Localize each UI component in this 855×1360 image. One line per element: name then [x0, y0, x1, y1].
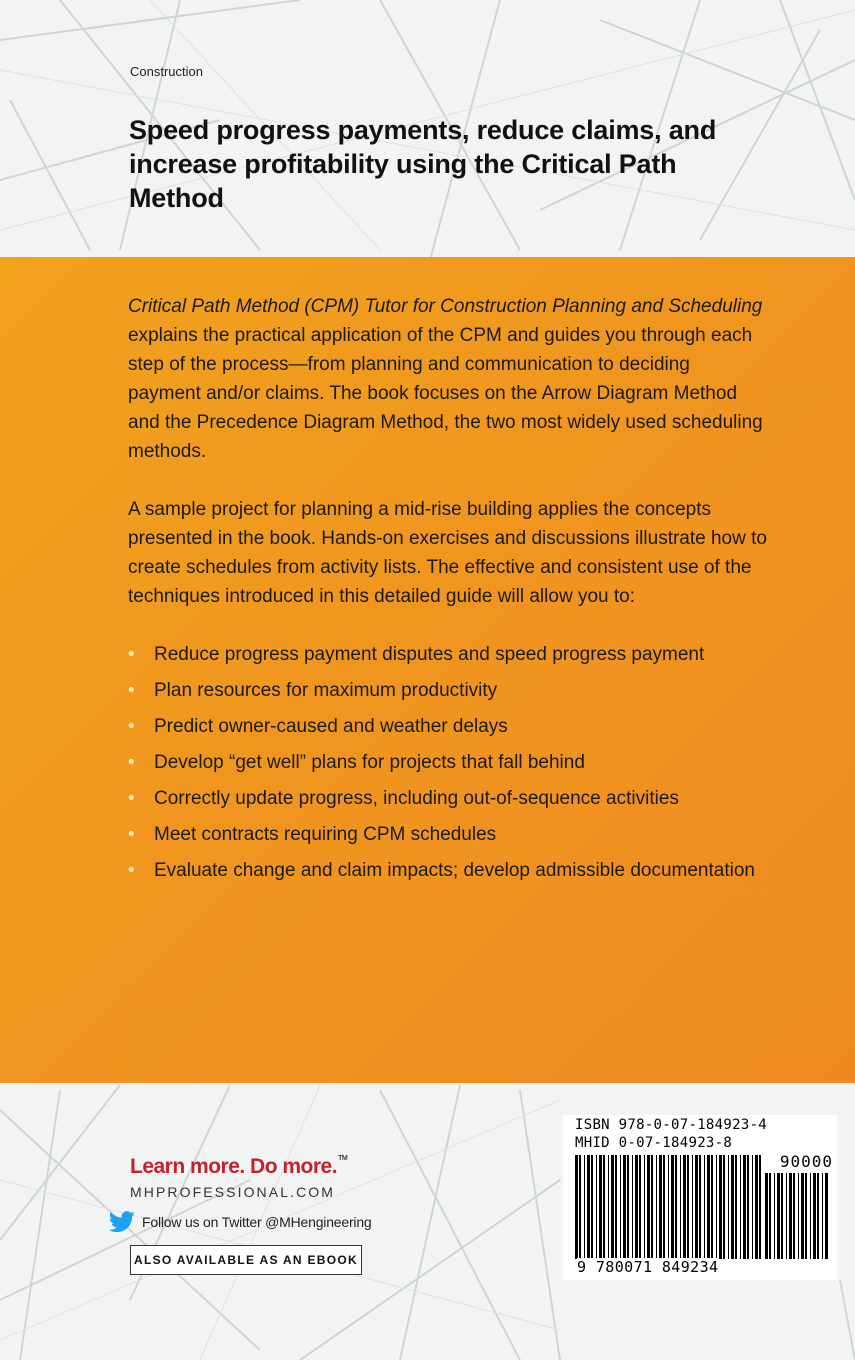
barcode-bar [591, 1155, 593, 1259]
barcode-bar [608, 1155, 609, 1259]
barcode-bar [680, 1155, 681, 1259]
barcode-bars [575, 1155, 763, 1270]
isbn-barcode [563, 1115, 837, 1280]
barcode-bar [817, 1173, 819, 1259]
description-text [128, 292, 768, 892]
twitter-follow[interactable] [108, 1211, 372, 1233]
list-item: • Correctly update progress, including out-of-sequence activities [128, 784, 768, 813]
barcode-bar [716, 1155, 717, 1259]
barcode-bar [774, 1173, 775, 1259]
barcode-bar [752, 1155, 753, 1259]
barcode-bar [699, 1155, 701, 1259]
barcode-bar [695, 1155, 698, 1259]
barcode-bar [801, 1173, 804, 1259]
barcode-bar [707, 1155, 710, 1259]
barcode-bar [777, 1173, 780, 1259]
barcode-bar [575, 1155, 578, 1259]
barcode-bar [632, 1155, 633, 1259]
barcode-bar [627, 1155, 629, 1259]
barcode-bar [651, 1155, 653, 1259]
paragraph-1-text: explains the practical application of the CPM and guides you through each step of the process—from planning and communication to deciding payment and/or claims. The book focuses on the Arrow Diagram Method and the Precedence Diagram Method, the two most widely used scheduling methods. [128, 325, 763, 462]
barcode-bar [781, 1173, 783, 1259]
barcode-bar [798, 1173, 799, 1259]
barcode-bar [584, 1155, 585, 1259]
barcode-bar [735, 1155, 737, 1259]
barcode-bar [810, 1173, 811, 1259]
barcode-bar [611, 1155, 614, 1259]
barcode-bar [671, 1155, 674, 1259]
list-item: • Meet contracts requiring CPM schedules [128, 820, 768, 849]
book-title: Critical Path Method (CPM) Tutor for Construction Planning and Scheduling [128, 296, 763, 317]
barcode-bar [615, 1155, 617, 1259]
barcode-bar [747, 1155, 749, 1259]
barcode-bar [596, 1155, 597, 1259]
barcode-bar [647, 1155, 650, 1259]
barcode-bar [683, 1155, 686, 1259]
barcode-bar [687, 1155, 689, 1259]
barcode-bar [599, 1155, 602, 1259]
description-paragraph-1 [128, 292, 768, 466]
barcode-bar [623, 1155, 626, 1259]
isbn-number: ISBN 978-0-07-184923-4 [575, 1117, 768, 1133]
barcode-bar [786, 1173, 787, 1259]
barcode-bar [822, 1173, 823, 1259]
barcode-bar [644, 1155, 645, 1259]
publisher-website[interactable]: MHPROFESSIONAL.COM [130, 1184, 336, 1200]
barcode-bar [579, 1155, 581, 1259]
list-item: • Predict owner-caused and weather delays [128, 712, 768, 741]
barcode-bar [759, 1155, 761, 1259]
barcode-bar [728, 1155, 729, 1259]
twitter-handle-text: Follow us on Twitter @MHengineering [142, 1214, 372, 1230]
publisher-slogan [130, 1155, 347, 1179]
barcode-bar [789, 1173, 792, 1259]
slogan-text: Learn more. Do more. [130, 1155, 338, 1178]
price-code: 90000 [779, 1152, 833, 1171]
barcode-bar [620, 1155, 621, 1259]
barcode-bar [719, 1155, 722, 1259]
category-label: Construction [130, 64, 203, 79]
barcode-bar [603, 1155, 605, 1259]
barcode-bar [639, 1155, 641, 1259]
list-item: • Evaluate change and claim impacts; develop admissible documentation [128, 856, 768, 885]
headline: Speed progress payments, reduce claims, and increase profitability using the Critical Path Method [129, 115, 717, 213]
description-paragraph-2: A sample project for planning a mid-rise building applies the concepts presented in the book. Hands-on exercises and discussions illustrate how to create schedules from activity lists. The effective and consistent use of the techniques introduced in this detailed guide will allow you to: [128, 499, 767, 607]
trademark-mark: TM [338, 1155, 348, 1162]
barcode-bar [704, 1155, 705, 1259]
barcode-bar [659, 1155, 662, 1259]
barcode-bar [793, 1173, 795, 1259]
list-item: • Develop “get well” plans for projects that fall behind [128, 748, 768, 777]
barcode-bar [635, 1155, 638, 1259]
barcode-bar [692, 1155, 693, 1259]
list-item: • Reduce progress payment disputes and speed progress payment [128, 640, 768, 669]
barcode-bar [805, 1173, 807, 1259]
twitter-bird-icon [108, 1211, 136, 1233]
barcode-bar [813, 1173, 816, 1259]
barcode-bar [587, 1155, 590, 1259]
barcode-bar [723, 1155, 725, 1259]
barcode-digits: 9 780071 849234 [577, 1258, 719, 1276]
mhid-number: MHID 0-07-184923-8 [575, 1135, 733, 1151]
barcode-addon-bars [765, 1173, 829, 1270]
barcode-bar [663, 1155, 665, 1259]
ebook-badge: ALSO AVAILABLE AS AN EBOOK [130, 1245, 362, 1275]
barcode-bar [668, 1155, 669, 1259]
barcode-bar [743, 1155, 746, 1259]
barcode-bar [675, 1155, 677, 1259]
barcode-bar [825, 1173, 828, 1259]
list-item: • Plan resources for maximum productivity [128, 676, 768, 705]
barcode-bar [656, 1155, 657, 1259]
barcode-bar [765, 1173, 768, 1259]
barcode-bar [769, 1173, 771, 1259]
barcode-bar [755, 1155, 758, 1259]
barcode-bar [711, 1155, 713, 1259]
benefits-list [128, 640, 768, 885]
barcode-bar [731, 1155, 734, 1259]
barcode-bar [740, 1155, 741, 1259]
